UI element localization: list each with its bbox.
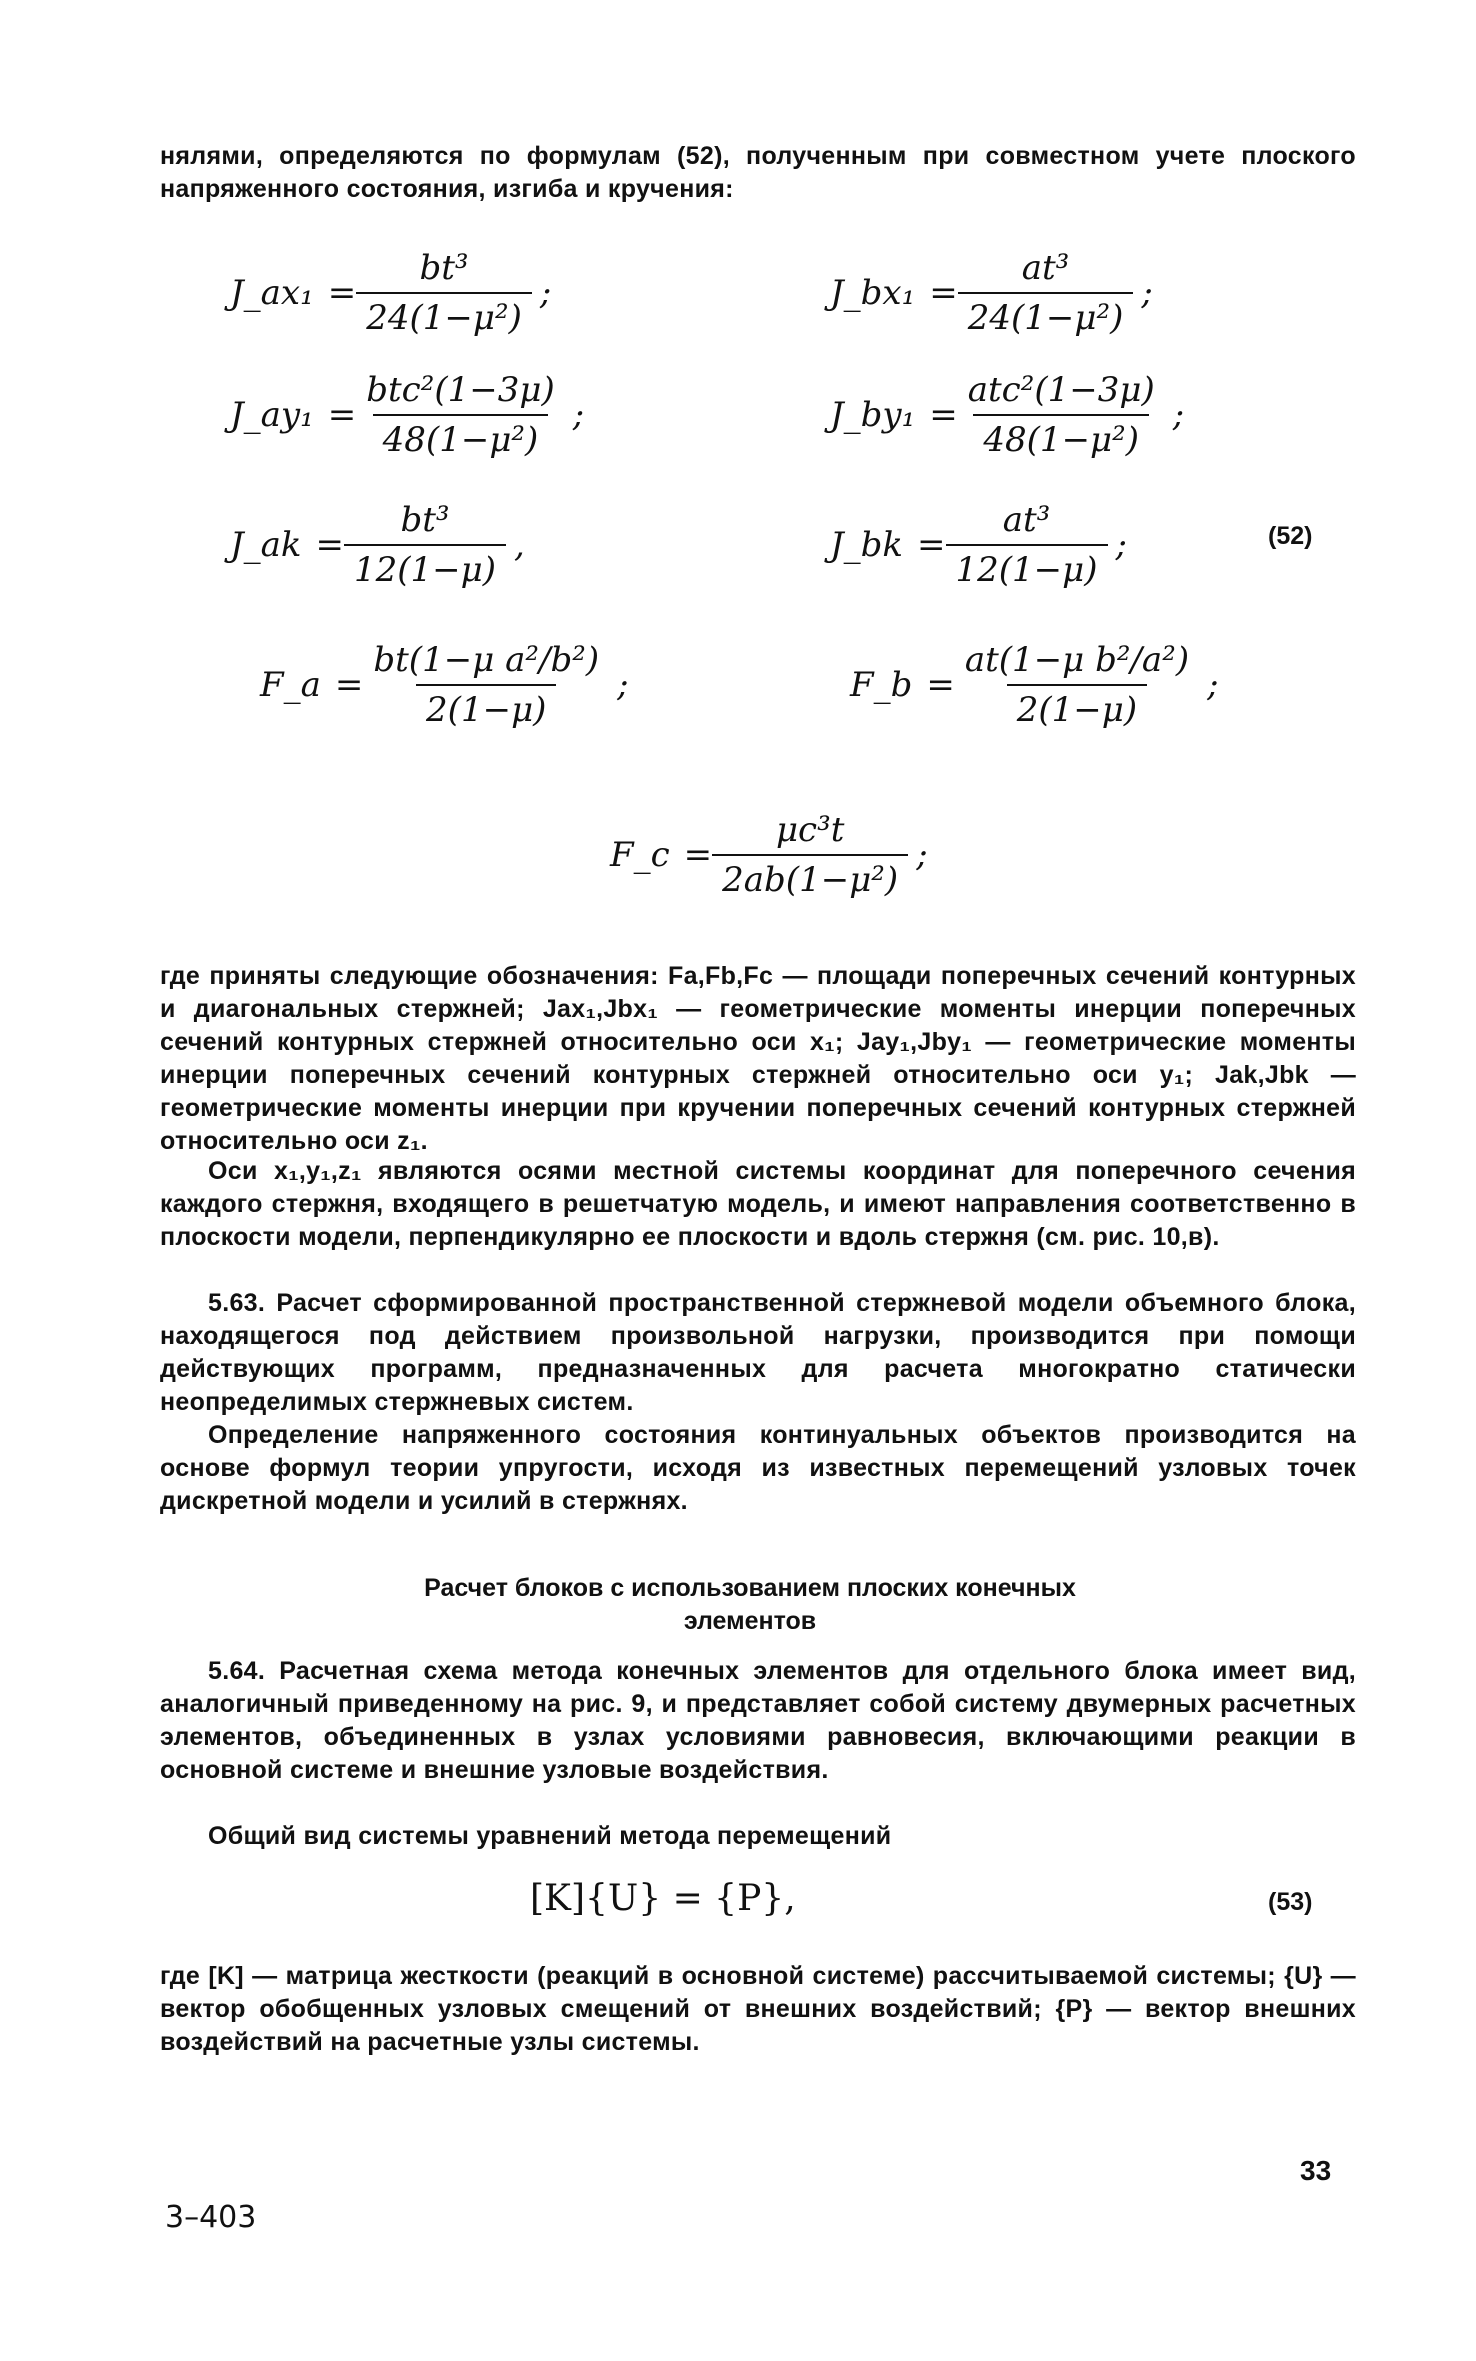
intro-paragraph: нялями, определяются по формулам (52), полученным при совместном учете плоского напряженного состояния, изгиба и кручения:	[160, 142, 1356, 203]
paragraph-5-64-continuation: Общий вид системы уравнений метода перемещений	[208, 1822, 892, 1850]
formula-punct: ;	[572, 395, 585, 435]
formula-numerator: at³	[1021, 248, 1070, 288]
equation-number-52: (52)	[1268, 522, 1313, 550]
formula-jbk: J_bk = $\frac{\text{at³}}{12(1-\mu)}$ ;	[830, 500, 1127, 590]
formula-numerator: bt³	[419, 248, 469, 288]
equation-number-53: (53)	[1268, 1888, 1313, 1916]
formula-lhs: J_ak	[230, 525, 302, 565]
paragraph-5-63-continuation: Определение напряженного состояния континуальных объектов производится на основе формул теории упругости, исходя из известных перемещений узловых точек дискретной модели и усилий в стержнях.	[160, 1421, 1356, 1515]
formula-numerator: bt³	[400, 500, 450, 540]
signature-mark: 3–403	[165, 2200, 257, 2235]
formula-punct: ,	[514, 525, 525, 565]
formula-punct: ;	[1172, 395, 1185, 435]
formula-denominator: 2(1−μ)	[416, 684, 556, 730]
formula-denominator: 48(1−μ²)	[973, 414, 1149, 460]
formula-fa: F_a = $\frac{\text{bt(1−μ a²/b²)}}{2(1-\mu)}$ ;	[260, 640, 629, 730]
paragraph-5-63: 5.63. Расчет сформированной пространственной стержневой модели объемного блока, находящегося под действием произвольной нагрузки, производится при помощи действующих программ, предназначенных для расчета многократно статически неопределимых стержневых систем.	[160, 1289, 1356, 1416]
paragraph-5-64: 5.64. Расчетная схема метода конечных элементов для отдельного блока имеет вид, аналогичный приведенному на рис. 9, и представляет собой систему двумерных расчетных элементов, объединенных в узлах условиями равновесия, включающими реакции в основной системе и внешние узловые воздействия.	[160, 1657, 1356, 1784]
formula-numerator: μc³t	[775, 810, 845, 850]
equation-53: [K]{U} = {P},	[530, 1878, 796, 1919]
formula-jay1: J_ay₁ = $\frac{\text{btc²(1−3μ)}}{\text{48(1−μ²)}}$ ;	[230, 370, 585, 460]
formula-lhs: J_by₁	[830, 395, 916, 435]
formula-lhs: F_b	[850, 665, 913, 705]
formula-denominator: 2ab(1−μ²)	[712, 854, 908, 900]
formula-jby1: J_by₁ = $\frac{\text{atc²(1−3μ)}}{\text{48(1−μ²)}}$ ;	[830, 370, 1185, 460]
formula-numerator: at(1−μ b²/a²)	[964, 640, 1190, 680]
formula-numerator: at³	[1002, 500, 1051, 540]
formula-lhs: J_bk	[830, 525, 903, 565]
page-number: 33	[1300, 2155, 1332, 2186]
formula-fb: F_b = $\frac{\text{at(1−μ b²/a²)}}{2(1-\mu)}$ ;	[850, 640, 1219, 730]
formula-punct: ;	[916, 835, 928, 875]
formula-fc: F_c = $\frac{\text{μc³t}}{\text{2ab(1−μ²)}}$ ;	[610, 810, 928, 900]
formula-punct: ;	[1115, 525, 1127, 565]
formula-punct: ;	[1141, 273, 1153, 313]
formula-jbx1: J_bx₁ = $\frac{\text{at³}}{\text{24(1−μ²)}}$ ;	[830, 248, 1153, 338]
formula-denominator: 12(1−μ)	[946, 544, 1108, 590]
formula-denominator: 24(1−μ²)	[958, 292, 1134, 338]
formula-punct: ;	[617, 665, 629, 705]
formula-denominator: 24(1−μ²)	[356, 292, 532, 338]
formula-denominator: 2(1−μ)	[1007, 684, 1147, 730]
formula-punct: ;	[539, 273, 552, 313]
where-53-paragraph: где [K] — матрица жесткости (реакций в основной системе) рассчитываемой системы; {U} — вектор обобщенных узловых смещений от внешних воздействий; {P} — вектор внешних воздействий на расчетные узлы системы.	[160, 1962, 1356, 2056]
formula-denominator: 48(1−μ²)	[373, 414, 549, 460]
section-heading: Расчет блоков с использованием плоских конечных элементов	[424, 1574, 1076, 1635]
formula-lhs: F_c	[610, 835, 670, 875]
formula-numerator: btc²(1−3μ)	[366, 370, 555, 410]
formula-numerator: bt(1−μ a²/b²)	[373, 640, 600, 680]
formula-denominator: 12(1−μ)	[344, 544, 506, 590]
formula-lhs: J_bx₁	[830, 273, 916, 313]
formula-lhs: J_ax₁	[230, 273, 314, 313]
formula-lhs: J_ay₁	[230, 395, 314, 435]
formula-numerator: atc²(1−3μ)	[967, 370, 1155, 410]
formula-jak: J_ak = $\frac{\text{bt³}}{12(1-\mu)}$ ,	[230, 500, 525, 590]
formula-lhs: F_a	[260, 665, 321, 705]
axes-paragraph: Оси x₁,y₁,z₁ являются осями местной системы координат для поперечного сечения каждого стержня, входящего в решетчатую модель, и имеют направления соответственно в плоскости модели, перпендикулярно ее плоскости и вдоль стержня (см. рис. 10,в).	[160, 1157, 1356, 1251]
formula-jax1: J_ax₁ = $\frac{\text{bt³}}{\text{24(1−μ²)}}$ ;	[230, 248, 552, 338]
definitions-paragraph: где приняты следующие обозначения: Fa,Fb,Fc — площади поперечных сечений контурных и диагональных стержней; Jax₁,Jbx₁ — геометрические моменты инерции поперечных сечений контурных стержней относительно оси x₁; Jay₁,Jby₁ — геометрические моменты инерции поперечных сечений контурных стержней относительно оси y₁; Jak,Jbk — геометрические моменты инерции при кручении поперечных сечений контурных стержней относительно оси z₁.	[160, 962, 1356, 1155]
formula-punct: ;	[1207, 665, 1219, 705]
